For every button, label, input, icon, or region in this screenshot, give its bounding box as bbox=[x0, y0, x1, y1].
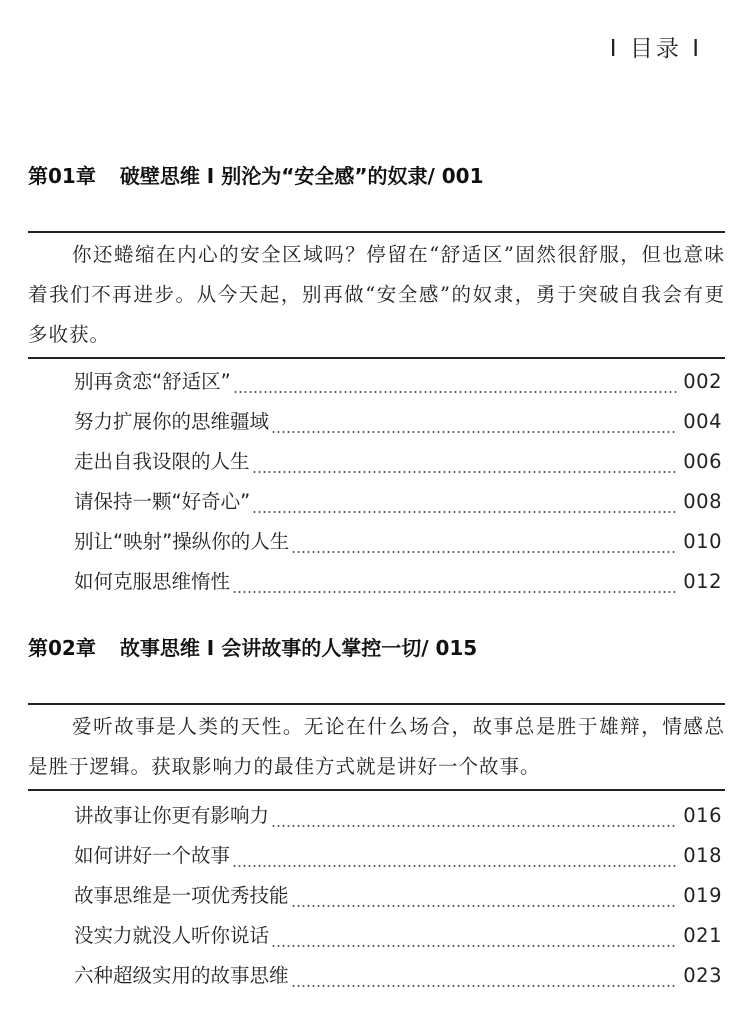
chapter-1-toc bbox=[74, 366, 722, 606]
chapter-2-title: 故事思维 I 会讲故事的人掌控一切/ 015 bbox=[119, 636, 478, 660]
toc-entry-label: 如何讲好一个故事 bbox=[74, 844, 231, 867]
chapter-2-heading[interactable] bbox=[28, 632, 477, 661]
toc-entry[interactable] bbox=[74, 486, 722, 526]
toc-entry-label: 六种超级实用的故事思维 bbox=[74, 964, 289, 987]
toc-entry-label: 走出自我设限的人生 bbox=[74, 450, 250, 473]
toc-entry-page: 021 bbox=[683, 924, 722, 947]
dot-leader bbox=[232, 591, 677, 593]
dot-leader bbox=[232, 865, 677, 867]
toc-entry[interactable] bbox=[74, 920, 722, 960]
toc-entry-label: 没实力就没人听你说话 bbox=[74, 924, 270, 947]
toc-entry-label: 如何克服思维惰性 bbox=[74, 570, 231, 593]
toc-entry[interactable] bbox=[74, 960, 722, 1000]
toc-entry-page: 004 bbox=[683, 410, 722, 433]
dot-leader bbox=[291, 905, 678, 907]
toc-entry-label: 故事思维是一项优秀技能 bbox=[74, 884, 289, 907]
chapter-1-title: 破壁思维 I 别沦为“安全感”的奴隶/ 001 bbox=[119, 164, 484, 188]
chapter-1-number: 第01章 bbox=[28, 164, 96, 188]
dot-leader bbox=[271, 945, 677, 947]
toc-entry[interactable] bbox=[74, 406, 722, 446]
toc-entry[interactable] bbox=[74, 526, 722, 566]
toc-entry-page: 006 bbox=[683, 450, 722, 473]
toc-entry-label: 别让“映射”操纵你的人生 bbox=[74, 530, 290, 553]
toc-entry[interactable] bbox=[74, 840, 722, 880]
chapter-1-intro bbox=[28, 231, 725, 359]
toc-entry-label: 请保持一颗“好奇心” bbox=[74, 490, 251, 513]
dot-leader bbox=[291, 551, 677, 553]
chapter-2-number: 第02章 bbox=[28, 636, 96, 660]
toc-entry[interactable] bbox=[74, 566, 722, 606]
toc-entry-page: 012 bbox=[683, 570, 722, 593]
dot-leader bbox=[291, 985, 678, 987]
toc-entry[interactable] bbox=[74, 800, 722, 840]
toc-entry-page: 023 bbox=[683, 964, 722, 987]
toc-entry-page: 010 bbox=[683, 530, 722, 553]
dot-leader bbox=[252, 471, 678, 473]
toc-entry-page: 016 bbox=[683, 804, 722, 827]
toc-entry-page: 019 bbox=[683, 884, 722, 907]
dot-leader bbox=[233, 391, 678, 393]
page-header-title: I 目录 I bbox=[609, 36, 702, 62]
chapter-2-intro-text: 爱听故事是人类的天性。无论在什么场合，故事总是胜于雄辩，情感总是胜于逻辑。获取影响力的最佳方式就是讲好一个故事。 bbox=[28, 715, 725, 778]
chapter-2-intro bbox=[28, 703, 725, 791]
toc-entry-page: 002 bbox=[683, 370, 722, 393]
dot-leader bbox=[252, 511, 677, 513]
toc-entry-page: 008 bbox=[683, 490, 722, 513]
toc-entry-label: 讲故事让你更有影响力 bbox=[74, 804, 270, 827]
dot-leader bbox=[271, 825, 677, 827]
chapter-1-heading[interactable] bbox=[28, 160, 484, 189]
toc-entry[interactable] bbox=[74, 366, 722, 406]
chapter-1-intro-text: 你还蜷缩在内心的安全区域吗？停留在“舒适区”固然很舒服，但也意味着我们不再进步。从今天起，别再做“安全感”的奴隶，勇于突破自我会有更多收获。 bbox=[28, 243, 725, 346]
toc-entry-page: 018 bbox=[683, 844, 722, 867]
toc-entry[interactable] bbox=[74, 446, 722, 486]
toc-entry[interactable] bbox=[74, 880, 722, 920]
dot-leader bbox=[271, 431, 677, 433]
toc-entry-label: 努力扩展你的思维疆域 bbox=[74, 410, 270, 433]
toc-entry-label: 别再贪恋“舒适区” bbox=[74, 370, 231, 393]
chapter-2-toc bbox=[74, 800, 722, 1000]
